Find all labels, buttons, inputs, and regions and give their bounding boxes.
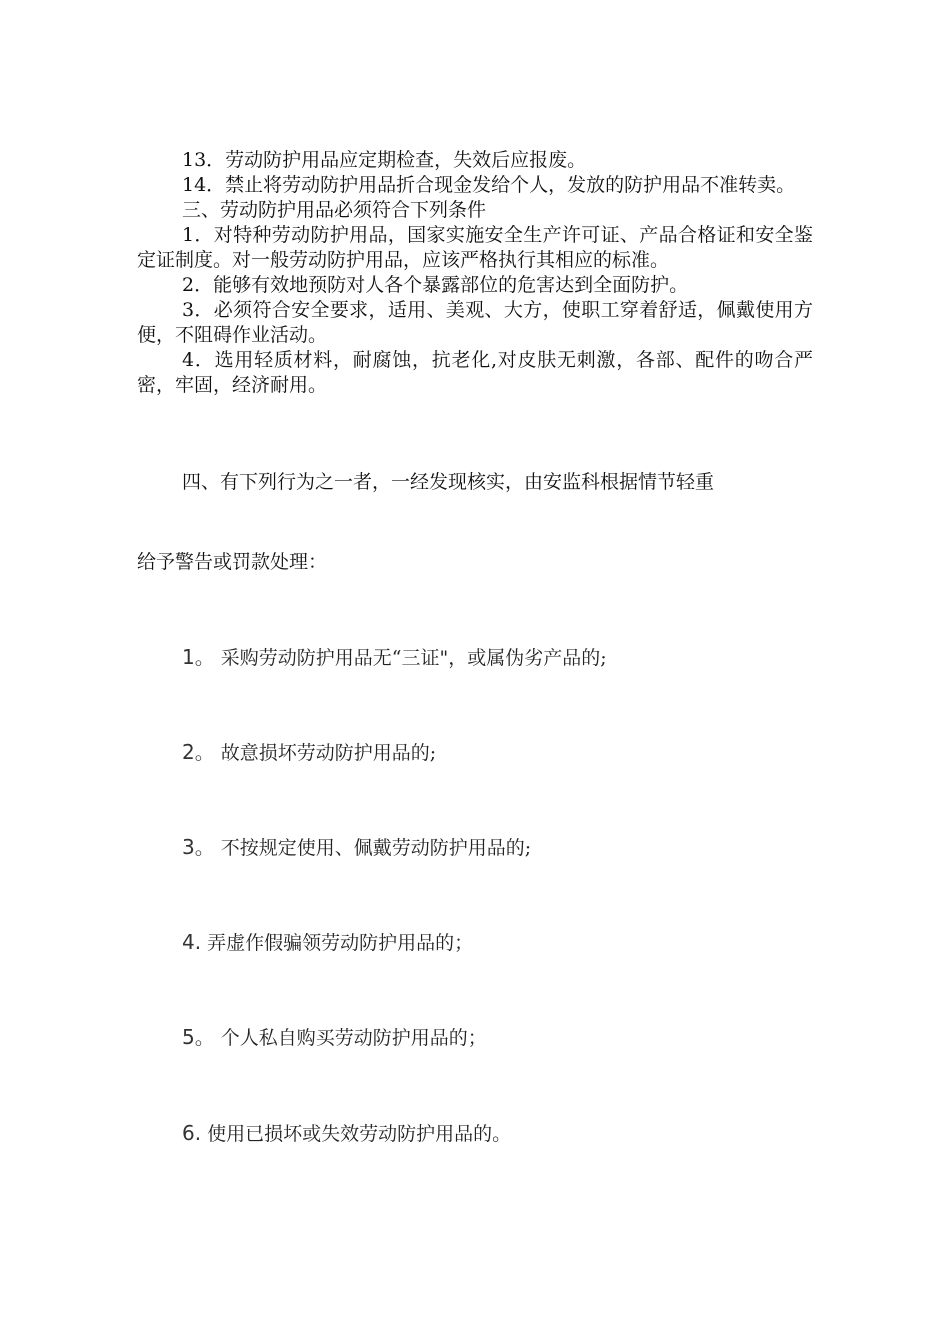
violation-item-4 (182, 930, 473, 956)
item-number: 4. (182, 930, 202, 954)
violation-item-1 (182, 645, 607, 671)
section-4-continuation: 给予警告或罚款处理： (137, 551, 328, 573)
section-4-heading: 四、有下列行为之一者，一经发现核实，由安监科根据情节轻重 (182, 471, 715, 493)
item-number: 5。 (182, 1025, 215, 1049)
rules-block (137, 148, 813, 398)
item-text: 弄虚作假骗领劳动防护用品的； (201, 932, 474, 954)
item-text: 不按规定使用、佩戴劳动防护用品的; (214, 837, 532, 859)
item-text: 个人私自购买劳动防护用品的； (214, 1027, 487, 1049)
paragraph-rule-13: 13．劳动防护用品应定期检查，失效后应报废。 (182, 149, 587, 171)
item-text: 采购劳动防护用品无“三证"，或属伪劣产品的; (214, 647, 607, 669)
item-number: 6. (182, 1121, 202, 1145)
item-text: 使用已损坏或失效劳动防护用品的。 (201, 1123, 512, 1145)
section-3-heading: 三、劳动防护用品必须符合下列条件 (182, 199, 487, 221)
item-number: 2。 (182, 740, 215, 764)
paragraph-condition-4: 4．选用轻质材料，耐腐蚀，抗老化,对皮肤无刺激，各部、配件的吻合严密，牢固，经济耐用。 (137, 349, 813, 396)
violation-item-6 (182, 1121, 511, 1147)
item-text: 故意损坏劳动防护用品的; (214, 742, 437, 764)
violation-item-3 (182, 835, 531, 861)
paragraph-rule-14: 14．禁止将劳动防护用品折合现金发给个人，发放的防护用品不准转卖。 (182, 174, 796, 196)
violation-item-2 (182, 740, 436, 766)
item-number: 3。 (182, 835, 215, 859)
violation-item-5 (182, 1025, 487, 1051)
paragraph-condition-1: 1．对特种劳动防护用品，国家实施安全生产许可证、产品合格证和安全鉴定证制度。对一般劳动防护用品，应该严格执行其相应的标准。 (137, 224, 813, 271)
item-number: 1。 (182, 645, 215, 669)
paragraph-condition-3: 3．必须符合安全要求，适用、美观、大方，使职工穿着舒适，佩戴使用方便，不阻碍作业活动。 (137, 299, 813, 346)
paragraph-condition-2: 2．能够有效地预防对人各个暴露部位的危害达到全面防护。 (182, 274, 689, 296)
